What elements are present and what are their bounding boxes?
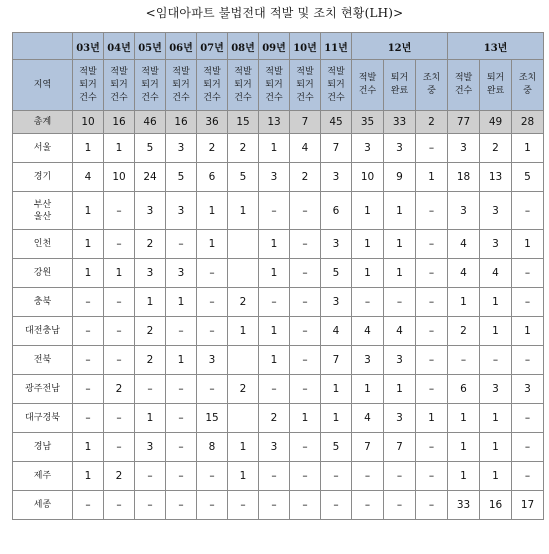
table-cell: – (73, 491, 104, 520)
table-cell: 1 (352, 230, 384, 259)
table-cell: 3 (259, 163, 290, 192)
table-cell: 46 (135, 111, 166, 134)
table-row (13, 404, 544, 433)
table-cell: 7 (290, 111, 321, 134)
table-cell: 10 (352, 163, 384, 192)
table-cell: – (73, 317, 104, 346)
table-cell: 1 (290, 404, 321, 433)
table-cell: 1 (384, 230, 416, 259)
table-cell: 2 (135, 346, 166, 375)
table-cell: 4 (290, 134, 321, 163)
table-row (13, 346, 544, 375)
table-cell: 1 (104, 259, 135, 288)
region-name: 경기 (13, 163, 73, 192)
table-cell: 4 (384, 317, 416, 346)
table-cell: 1 (166, 288, 197, 317)
year-header-12: 12년 (352, 33, 448, 60)
table-cell: – (512, 462, 544, 491)
table-cell (228, 346, 259, 375)
table-cell: – (259, 192, 290, 230)
table-cell: – (321, 491, 352, 520)
region-name: 서울 (13, 134, 73, 163)
year-header: 05년 (135, 33, 166, 60)
table-cell: 45 (321, 111, 352, 134)
year-header: 08년 (228, 33, 259, 60)
table-cell: – (512, 346, 544, 375)
table-cell: 3 (352, 346, 384, 375)
table-cell: – (290, 230, 321, 259)
table-cell: 3 (512, 375, 544, 404)
header-row-sub (13, 60, 544, 111)
region-column-header: 지역 (13, 60, 73, 111)
table-cell: 1 (416, 163, 448, 192)
year-header: 09년 (259, 33, 290, 60)
table-cell: – (416, 259, 448, 288)
sub-header-cell: 적발 퇴거 건수 (135, 60, 166, 111)
table-cell: – (352, 491, 384, 520)
region-name: 대전충남 (13, 317, 73, 346)
sub-header-cell: 적발 퇴거 건수 (290, 60, 321, 111)
table-cell: 1 (228, 317, 259, 346)
table-cell: 1 (259, 230, 290, 259)
table-cell: – (416, 288, 448, 317)
table-cell: 1 (448, 462, 480, 491)
sub-header-cell: 조치 중 (512, 60, 544, 111)
table-cell: 2 (416, 111, 448, 134)
table-cell: – (166, 404, 197, 433)
table-row (13, 163, 544, 192)
table-cell: – (290, 288, 321, 317)
table-cell (228, 230, 259, 259)
table-cell: 15 (197, 404, 228, 433)
region-name: 전북 (13, 346, 73, 375)
table-cell: 7 (384, 433, 416, 462)
table-cell: 10 (73, 111, 104, 134)
sub-header-cell: 조치 중 (416, 60, 448, 111)
year-header: 11년 (321, 33, 352, 60)
table-cell: 1 (73, 462, 104, 491)
table-cell: 36 (197, 111, 228, 134)
table-cell: 3 (352, 134, 384, 163)
table-row (13, 491, 544, 520)
table-cell: – (228, 491, 259, 520)
table-cell: 2 (104, 462, 135, 491)
table-cell: – (259, 375, 290, 404)
table-cell: 7 (321, 346, 352, 375)
table-cell: – (259, 491, 290, 520)
table-cell: 3 (384, 346, 416, 375)
table-cell: – (166, 491, 197, 520)
table-cell: – (104, 317, 135, 346)
table-cell: 5 (166, 163, 197, 192)
table-cell: 2 (290, 163, 321, 192)
table-cell: 4 (321, 317, 352, 346)
table-cell: 2 (228, 375, 259, 404)
table-row (13, 433, 544, 462)
table-cell: – (416, 230, 448, 259)
table-cell: – (197, 491, 228, 520)
table-cell: 1 (73, 134, 104, 163)
table-cell: – (197, 288, 228, 317)
header-corner (13, 33, 73, 60)
region-name: 세종 (13, 491, 73, 520)
table-cell: 6 (448, 375, 480, 404)
table-cell: 1 (73, 259, 104, 288)
table-cell: 3 (384, 134, 416, 163)
table-cell: 1 (228, 192, 259, 230)
table-cell: 3 (135, 433, 166, 462)
table-cell: 1 (197, 230, 228, 259)
table-cell: – (290, 317, 321, 346)
table-cell: 1 (416, 404, 448, 433)
total-row (13, 111, 544, 134)
region-name: 대구경북 (13, 404, 73, 433)
table-cell: – (104, 346, 135, 375)
table-cell: – (352, 462, 384, 491)
table-cell: – (104, 433, 135, 462)
table-cell: 3 (166, 192, 197, 230)
table-cell: 2 (480, 134, 512, 163)
table-cell: 8 (197, 433, 228, 462)
table-cell: – (197, 375, 228, 404)
table-cell: – (290, 259, 321, 288)
region-name: 부산 울산 (13, 192, 73, 230)
table-cell: 4 (73, 163, 104, 192)
table-cell: 1 (135, 404, 166, 433)
table-cell: 1 (384, 375, 416, 404)
table-cell: 77 (448, 111, 480, 134)
table-row (13, 317, 544, 346)
table-cell: – (384, 288, 416, 317)
table-cell: 2 (104, 375, 135, 404)
table-cell: – (197, 259, 228, 288)
table-cell: 4 (448, 230, 480, 259)
table-cell: 1 (512, 134, 544, 163)
table-cell: 1 (259, 134, 290, 163)
table-cell: – (104, 230, 135, 259)
table-cell: 3 (166, 134, 197, 163)
table-cell: 1 (104, 134, 135, 163)
table-cell: 1 (480, 433, 512, 462)
table-cell: 2 (135, 317, 166, 346)
table-cell: – (512, 433, 544, 462)
sub-header-cell: 적발 퇴거 건수 (228, 60, 259, 111)
table-cell: 3 (480, 192, 512, 230)
sub-header-cell: 퇴거 완료 (480, 60, 512, 111)
table-cell: 1 (480, 288, 512, 317)
table-cell: 1 (73, 433, 104, 462)
table-cell: – (166, 230, 197, 259)
sub-header-cell: 적발 퇴거 건수 (166, 60, 197, 111)
table-cell: 2 (228, 134, 259, 163)
table-cell: 1 (228, 462, 259, 491)
table-cell: 24 (135, 163, 166, 192)
region-name: 광주전남 (13, 375, 73, 404)
table-cell: – (480, 346, 512, 375)
table-cell: 18 (448, 163, 480, 192)
region-name: 제주 (13, 462, 73, 491)
table-cell: – (104, 404, 135, 433)
table-cell: 5 (512, 163, 544, 192)
table-cell: 1 (448, 404, 480, 433)
table-cell: 49 (480, 111, 512, 134)
table-cell: – (448, 346, 480, 375)
table-cell: – (416, 375, 448, 404)
table-cell: 1 (512, 230, 544, 259)
table-row (13, 230, 544, 259)
table-cell: – (512, 288, 544, 317)
table-cell: 1 (352, 259, 384, 288)
table-cell (228, 404, 259, 433)
table-cell: 1 (480, 404, 512, 433)
table-cell: 1 (480, 462, 512, 491)
table-cell: 3 (480, 230, 512, 259)
header-row-years (13, 33, 544, 60)
table-cell: 1 (135, 288, 166, 317)
table-cell: 3 (321, 288, 352, 317)
table-row (13, 462, 544, 491)
table-cell: – (416, 491, 448, 520)
table-cell: 1 (197, 192, 228, 230)
table-cell: 3 (197, 346, 228, 375)
table-cell: 1 (73, 192, 104, 230)
sub-header-cell: 적발 퇴거 건수 (321, 60, 352, 111)
table-cell: 4 (480, 259, 512, 288)
table-cell: 2 (228, 288, 259, 317)
region-name: 경남 (13, 433, 73, 462)
table-cell: 28 (512, 111, 544, 134)
table-cell: 1 (352, 192, 384, 230)
table-cell: – (290, 433, 321, 462)
table-cell: 2 (448, 317, 480, 346)
sub-header-cell: 적발 퇴거 건수 (197, 60, 228, 111)
table-cell: 7 (321, 134, 352, 163)
table-cell: 5 (321, 433, 352, 462)
table-row (13, 375, 544, 404)
table-cell: – (259, 288, 290, 317)
table-cell: – (416, 462, 448, 491)
table-cell: – (416, 317, 448, 346)
table-cell: 13 (480, 163, 512, 192)
table-cell: 2 (135, 230, 166, 259)
table-row (13, 134, 544, 163)
table-cell: 3 (135, 192, 166, 230)
table-cell: 3 (448, 134, 480, 163)
table-cell: – (512, 192, 544, 230)
table-cell: – (135, 491, 166, 520)
table-cell: – (259, 462, 290, 491)
table-cell: 2 (259, 404, 290, 433)
table-cell: 15 (228, 111, 259, 134)
year-header-13: 13년 (448, 33, 544, 60)
table-cell: 7 (352, 433, 384, 462)
table-cell: 3 (259, 433, 290, 462)
table-cell: – (104, 288, 135, 317)
table-cell: 1 (480, 317, 512, 346)
table-cell: 4 (352, 317, 384, 346)
sub-header-cell: 적발 건수 (448, 60, 480, 111)
year-header: 10년 (290, 33, 321, 60)
table-cell: 1 (259, 317, 290, 346)
table-row (13, 288, 544, 317)
table-cell: – (135, 462, 166, 491)
table-cell: – (512, 404, 544, 433)
year-header: 03년 (73, 33, 104, 60)
table-cell: – (197, 462, 228, 491)
year-header: 04년 (104, 33, 135, 60)
sub-header-cell: 퇴거 완료 (384, 60, 416, 111)
table-cell: 2 (197, 134, 228, 163)
table-cell: – (352, 288, 384, 317)
sub-header-cell: 적발 퇴거 건수 (259, 60, 290, 111)
table-cell: – (384, 491, 416, 520)
year-header: 06년 (166, 33, 197, 60)
table-cell: – (197, 317, 228, 346)
table-cell: 5 (135, 134, 166, 163)
table-cell: 6 (321, 192, 352, 230)
table-cell: 3 (448, 192, 480, 230)
sub-header-cell: 적발 퇴거 건수 (104, 60, 135, 111)
table-row (13, 192, 544, 230)
table-cell: – (290, 462, 321, 491)
table-cell: 3 (135, 259, 166, 288)
table-cell: 16 (166, 111, 197, 134)
table-cell: – (166, 462, 197, 491)
table-cell: 1 (448, 288, 480, 317)
table-cell: – (512, 259, 544, 288)
table-cell: – (104, 192, 135, 230)
table-cell: – (290, 346, 321, 375)
table-cell: 1 (448, 433, 480, 462)
table-cell: – (73, 346, 104, 375)
table-cell: 1 (384, 192, 416, 230)
table-cell: 3 (166, 259, 197, 288)
table-cell: – (384, 462, 416, 491)
sub-header-cell: 적발 건수 (352, 60, 384, 111)
table-cell: 1 (166, 346, 197, 375)
table-cell (228, 259, 259, 288)
table-cell: – (416, 192, 448, 230)
table-cell: 33 (448, 491, 480, 520)
table-cell: 4 (448, 259, 480, 288)
table-cell: 4 (352, 404, 384, 433)
table-cell: 16 (104, 111, 135, 134)
table-cell: 1 (73, 230, 104, 259)
region-name: 강원 (13, 259, 73, 288)
table-cell: 35 (352, 111, 384, 134)
table-cell: 3 (480, 375, 512, 404)
table-cell: – (416, 134, 448, 163)
table-cell: 3 (384, 404, 416, 433)
table-cell: 1 (512, 317, 544, 346)
table-cell: 1 (259, 346, 290, 375)
region-name: 총계 (13, 111, 73, 134)
table-cell: – (416, 433, 448, 462)
region-name: 인천 (13, 230, 73, 259)
table-cell: 6 (197, 163, 228, 192)
table-cell: 1 (352, 375, 384, 404)
table-cell: – (166, 375, 197, 404)
table-cell: 13 (259, 111, 290, 134)
table-cell: – (321, 462, 352, 491)
region-name: 충북 (13, 288, 73, 317)
table-cell: – (290, 192, 321, 230)
table-cell: – (73, 375, 104, 404)
table-cell: 3 (321, 163, 352, 192)
table-cell: – (290, 491, 321, 520)
table-cell: 1 (228, 433, 259, 462)
table-cell: – (166, 433, 197, 462)
table-cell: 5 (321, 259, 352, 288)
year-header: 07년 (197, 33, 228, 60)
sub-header-cell: 적발 퇴거 건수 (73, 60, 104, 111)
table-row (13, 259, 544, 288)
table-cell: 1 (321, 375, 352, 404)
table-cell: 10 (104, 163, 135, 192)
table-cell: – (135, 375, 166, 404)
table-cell: 3 (321, 230, 352, 259)
table-cell: 5 (228, 163, 259, 192)
table-cell: 33 (384, 111, 416, 134)
table-cell: – (290, 375, 321, 404)
table-cell: – (73, 404, 104, 433)
table-cell: 9 (384, 163, 416, 192)
table-cell: – (104, 491, 135, 520)
table-title: <임대아파트 불법전대 적발 및 조치 현황(LH)> (145, 6, 404, 20)
violation-table (12, 32, 544, 520)
table-cell: – (73, 288, 104, 317)
table-cell: 1 (259, 259, 290, 288)
table-cell: 17 (512, 491, 544, 520)
table-cell: – (166, 317, 197, 346)
table-cell: 1 (321, 404, 352, 433)
table-cell: – (416, 346, 448, 375)
table-cell: 16 (480, 491, 512, 520)
table-cell: 1 (384, 259, 416, 288)
